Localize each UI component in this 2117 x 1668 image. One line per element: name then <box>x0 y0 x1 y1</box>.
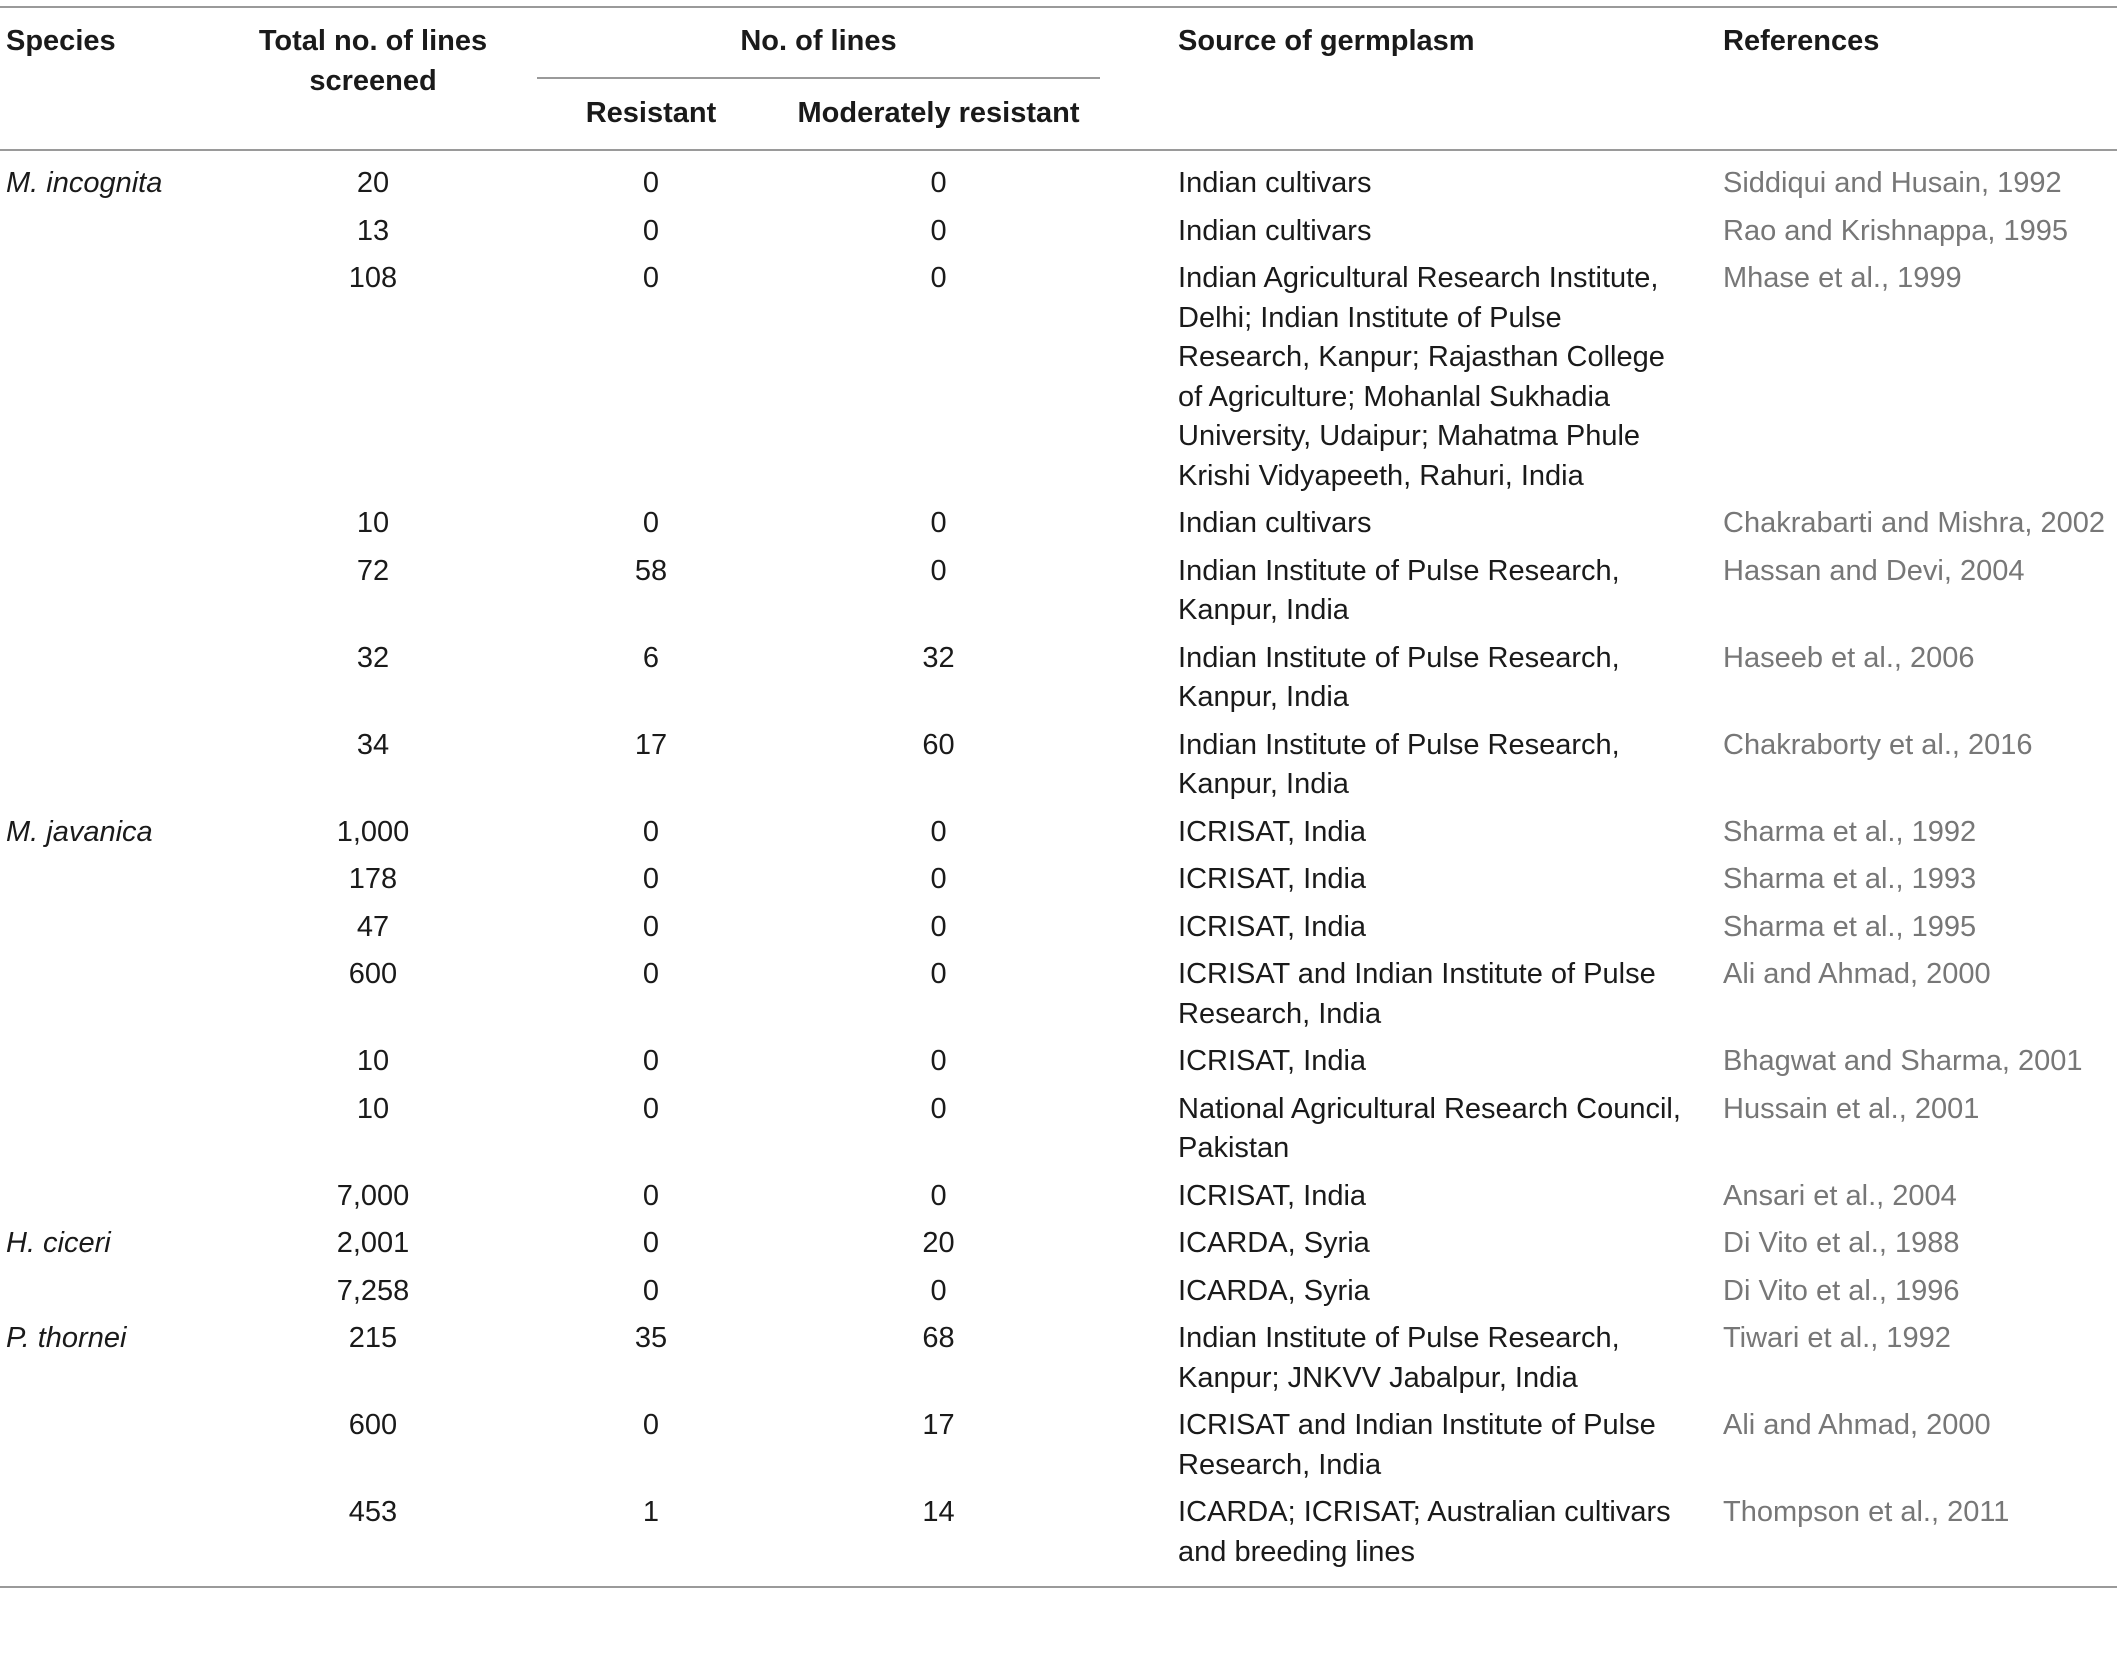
table-row <box>0 548 2117 635</box>
cell-resistant: 1 <box>531 1489 771 1587</box>
cell-moderately-resistant: 32 <box>922 641 955 674</box>
table-row <box>0 1173 2117 1221</box>
cell-reference: Di Vito et al., 1996 <box>1723 1274 1960 1307</box>
cell-species <box>0 635 215 722</box>
cell-moderately-resistant: 0 <box>930 1179 947 1212</box>
cell-reference: Thompson et al., 2011 <box>1714 1489 2117 1587</box>
table-row <box>0 255 2117 500</box>
cell-source: Indian cultivars <box>1178 214 1372 247</box>
table-row <box>0 1315 2117 1402</box>
cell-total-lines: 72 <box>356 554 390 587</box>
cell-reference: Sharma et al., 1993 <box>1723 863 1977 895</box>
cell-species <box>0 208 215 256</box>
table-row <box>0 635 2117 722</box>
cell-total-lines: 13 <box>356 214 390 247</box>
header-moderately-resistant: Moderately resistant <box>771 85 1126 150</box>
cell-resistant: 0 <box>642 1179 660 1212</box>
cell-reference: Hassan and Devi, 2004 <box>1723 554 2025 587</box>
cell-reference: Haseeb et al., 2006 <box>1723 641 1975 674</box>
cell-moderately-resistant: 0 <box>930 214 947 247</box>
germplasm-screening-table <box>0 6 2117 1588</box>
cell-total-lines: 600 <box>348 1409 398 1441</box>
cell-total-lines: 600 <box>348 958 398 990</box>
cell-reference: Sharma et al., 1992 <box>1723 815 1977 848</box>
header-group-no-of-lines <box>531 7 1126 85</box>
cell-moderately-resistant: 0 <box>930 815 947 848</box>
cell-reference: Rao and Krishnappa, 1995 <box>1723 214 2069 247</box>
cell-source: ICRISAT, India <box>1178 863 1367 895</box>
cell-species <box>0 1038 215 1086</box>
cell-moderately-resistant: 0 <box>930 554 947 587</box>
cell-species <box>0 548 215 635</box>
cell-reference: Siddiqui and Husain, 1992 <box>1723 167 2062 199</box>
table-row <box>0 208 2117 256</box>
cell-source: Indian cultivars <box>1178 167 1372 199</box>
cell-total-lines: 10 <box>356 1092 390 1125</box>
cell-reference: Ansari et al., 2004 <box>1723 1179 1957 1212</box>
header-species: Species <box>0 7 215 150</box>
cell-moderately-resistant: 68 <box>922 1322 955 1354</box>
cell-species: H. ciceri <box>6 1227 111 1259</box>
cell-moderately-resistant: 0 <box>930 910 947 943</box>
table-row <box>0 904 2117 952</box>
cell-species <box>0 1402 215 1489</box>
cell-reference: Mhase et al., 1999 <box>1723 262 1962 294</box>
cell-source: Indian Institute of Pulse Research, Kanpur, India <box>1178 728 1620 800</box>
cell-resistant: 0 <box>642 863 660 895</box>
cell-total-lines: 108 <box>348 262 398 294</box>
table-body <box>0 150 2117 1587</box>
cell-total-lines: 7,000 <box>336 1179 410 1212</box>
header-resistant: Resistant <box>531 85 771 150</box>
cell-species: M. javanica <box>6 815 153 848</box>
cell-species: M. incognita <box>6 167 163 199</box>
cell-resistant: 0 <box>642 1274 660 1307</box>
cell-source: ICRISAT and Indian Institute of Pulse Research, India <box>1178 1409 1656 1481</box>
cell-resistant: 0 <box>642 1092 660 1125</box>
table-row <box>0 809 2117 857</box>
cell-reference: Ali and Ahmad, 2000 <box>1723 958 1991 990</box>
table-row <box>0 1086 2117 1173</box>
cell-total-lines: 7,258 <box>336 1274 410 1307</box>
cell-reference: Ali and Ahmad, 2000 <box>1723 1409 1991 1441</box>
header-references: References <box>1714 7 2117 150</box>
cell-source: ICARDA, Syria <box>1178 1274 1370 1307</box>
cell-species <box>0 951 215 1038</box>
cell-resistant: 0 <box>642 262 660 294</box>
cell-resistant: 35 <box>634 1322 668 1354</box>
cell-resistant: 17 <box>634 728 668 761</box>
cell-reference: Di Vito et al., 1988 <box>1723 1227 1960 1259</box>
table-row <box>0 1220 2117 1268</box>
cell-resistant: 0 <box>642 1227 660 1259</box>
cell-species <box>0 722 215 809</box>
cell-source: Indian Institute of Pulse Research, Kanpur, India <box>1178 641 1620 713</box>
cell-total-lines: 1,000 <box>336 815 410 848</box>
cell-resistant: 6 <box>642 641 660 674</box>
cell-moderately-resistant: 60 <box>922 728 955 761</box>
cell-source: ICRISAT, India <box>1178 815 1367 848</box>
header-group-rule <box>537 61 1100 79</box>
table-row <box>0 1402 2117 1489</box>
cell-moderately-resistant: 20 <box>922 1227 955 1259</box>
cell-reference: Sharma et al., 1995 <box>1723 910 1977 943</box>
table-row <box>0 1268 2117 1316</box>
cell-source: National Agricultural Research Council, Pakistan <box>1178 1092 1681 1164</box>
cell-species <box>0 1086 215 1173</box>
cell-species <box>0 1268 215 1316</box>
cell-resistant: 0 <box>642 910 660 943</box>
cell-species: P. thornei <box>6 1322 127 1354</box>
cell-total-lines: 10 <box>356 1045 390 1077</box>
cell-species <box>0 500 215 548</box>
table-row <box>0 1038 2117 1086</box>
cell-resistant: 58 <box>634 554 668 587</box>
table-row <box>0 722 2117 809</box>
cell-moderately-resistant: 0 <box>930 507 947 539</box>
cell-reference: Chakraborty et al., 2016 <box>1723 728 2033 761</box>
cell-reference: Tiwari et al., 1992 <box>1723 1322 1951 1354</box>
cell-moderately-resistant: 0 <box>930 167 947 199</box>
table-row <box>0 856 2117 904</box>
cell-source: ICARDA; ICRISAT; Australian cultivars and breeding lines <box>1126 1489 1714 1587</box>
cell-source: Indian Institute of Pulse Research, Kanpur; JNKVV Jabalpur, India <box>1178 1322 1620 1394</box>
cell-source: Indian Agricultural Research Institute, Delhi; Indian Institute of Pulse Research, Kanpur; Rajasthan College of Agriculture; Mohanlal Sukhadia University, Udaipur; Mahatma Phule Krishi Vidyapeeth, Rahuri, India <box>1178 262 1665 492</box>
cell-species <box>0 904 215 952</box>
cell-source: ICRISAT, India <box>1178 910 1367 943</box>
header-group-label: No. of lines <box>740 25 897 57</box>
cell-source: ICRISAT, India <box>1178 1179 1367 1212</box>
cell-source: ICRISAT, India <box>1178 1045 1367 1077</box>
cell-total-lines: 20 <box>356 167 390 199</box>
cell-moderately-resistant: 0 <box>930 1274 947 1307</box>
cell-total-lines: 178 <box>348 863 398 895</box>
header-row-1 <box>0 7 2117 85</box>
table-row <box>0 500 2117 548</box>
cell-total-lines: 32 <box>356 641 390 674</box>
cell-resistant: 0 <box>642 815 660 848</box>
cell-total-lines: 34 <box>356 728 390 761</box>
header-source: Source of germplasm <box>1126 7 1714 150</box>
cell-total-lines: 453 <box>215 1489 531 1587</box>
cell-resistant: 0 <box>642 1045 660 1077</box>
cell-moderately-resistant: 17 <box>922 1409 955 1441</box>
cell-resistant: 0 <box>642 507 660 539</box>
cell-species <box>0 1173 215 1221</box>
cell-moderately-resistant: 0 <box>930 863 947 895</box>
cell-species <box>0 255 215 500</box>
cell-source: ICARDA, Syria <box>1178 1227 1370 1259</box>
cell-source: Indian Institute of Pulse Research, Kanpur, India <box>1178 554 1620 626</box>
cell-species <box>0 856 215 904</box>
cell-reference: Hussain et al., 2001 <box>1723 1092 1980 1125</box>
cell-source: Indian cultivars <box>1178 507 1372 539</box>
cell-moderately-resistant: 0 <box>930 958 947 990</box>
table-row <box>0 951 2117 1038</box>
table-row <box>0 150 2117 208</box>
cell-moderately-resistant: 14 <box>771 1489 1126 1587</box>
cell-source: ICRISAT and Indian Institute of Pulse Research, India <box>1178 958 1656 1030</box>
header-total-lines: Total no. of lines screened <box>215 7 531 150</box>
cell-total-lines: 2,001 <box>336 1227 410 1259</box>
cell-moderately-resistant: 0 <box>930 1092 947 1125</box>
cell-moderately-resistant: 0 <box>930 262 947 294</box>
cell-resistant: 0 <box>642 214 660 247</box>
table-row <box>0 1489 2117 1587</box>
cell-resistant: 0 <box>642 1409 660 1441</box>
cell-reference: Chakrabarti and Mishra, 2002 <box>1723 507 2106 539</box>
cell-total-lines: 215 <box>348 1322 398 1354</box>
cell-species <box>0 1489 215 1587</box>
cell-resistant: 0 <box>642 167 660 199</box>
cell-reference: Bhagwat and Sharma, 2001 <box>1723 1045 2083 1077</box>
cell-resistant: 0 <box>642 958 660 990</box>
table-header <box>0 7 2117 150</box>
cell-moderately-resistant: 0 <box>930 1045 947 1077</box>
cell-total-lines: 47 <box>356 910 390 943</box>
cell-total-lines: 10 <box>356 507 390 539</box>
